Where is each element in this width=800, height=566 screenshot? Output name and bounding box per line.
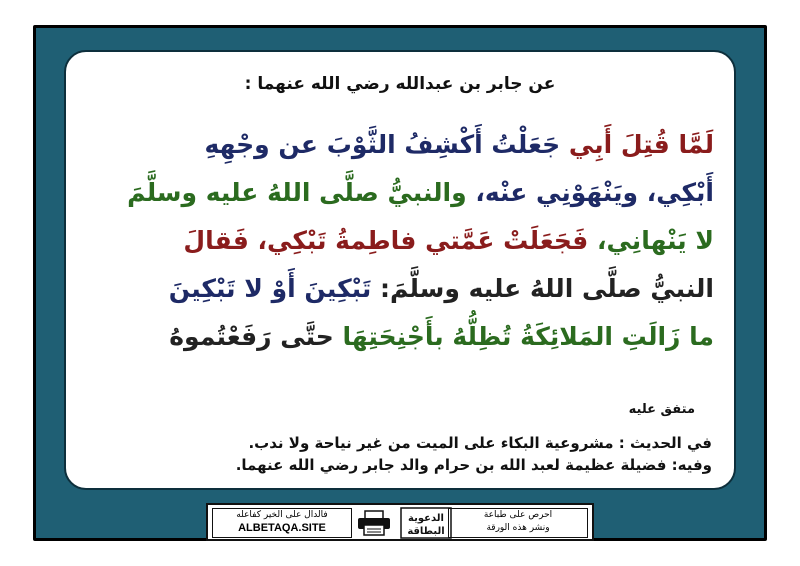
hadith-segment: ما زَالَتِ المَلائِكَةُ تُظِلُّهُ بأَجْنِحَتِهَا: [333, 322, 714, 351]
notes-block: [98, 432, 712, 482]
note-line: في الحديث : مشروعية البكاء على الميت من غير نياحة ولا ندب.: [248, 434, 712, 452]
printer-icon: [356, 510, 392, 536]
footer-print-line-1: احرص على طباعة: [483, 510, 553, 520]
footer-website-box: [212, 508, 352, 538]
hadith-line-1: [88, 125, 714, 165]
hadith-source: متفق عليه: [628, 402, 695, 417]
hadith-segment: النبيُّ صلَّى اللهُ عليه وسلَّمَ:: [371, 274, 714, 303]
hadith-segment: جَعَلْتُ أَكْشِفُ الثَّوْبَ عن وجْهِهِ: [204, 130, 561, 159]
footer-url[interactable]: ALBETAQA.SITE: [238, 522, 326, 534]
hadith-line-5: [88, 317, 714, 357]
logo-word-bottom: البطاقة: [407, 526, 445, 537]
hadith-segment: فَجَعَلَتْ عَمَّتي فاطِمةُ تَبْكِي، فَقالَ: [183, 226, 589, 255]
footer-print-line-2: ونشر هذه الورقة: [486, 523, 550, 533]
logo-word-top: الدعوية: [408, 513, 444, 524]
footer-print-box: [448, 508, 588, 538]
hadith-text: [88, 125, 714, 365]
footer-motto: فالدال على الخير كفاعله: [236, 510, 328, 520]
narrator-line: عن جابر بن عبدالله رضي الله عنهما :: [244, 74, 556, 94]
hadith-line-2: [88, 173, 714, 213]
albetaqa-logo: [400, 507, 452, 539]
hadith-segment: أَبْكِي، ويَنْهَوْنِي عنْه،: [466, 178, 714, 207]
hadith-segment: والنبيُّ صلَّى اللهُ عليه وسلَّمَ: [127, 178, 467, 207]
hadith-segment: تَبْكِينَ أَوْ لا تَبْكِينَ: [168, 274, 372, 303]
hadith-line-4: [88, 269, 714, 309]
hadith-line-3: [88, 221, 714, 261]
note-line: وفيه: فضيلة عظيمة لعبد الله بن حرام والد جابر رضي الله عنهما.: [235, 456, 712, 474]
footer-bar: [206, 503, 594, 541]
hadith-segment: لا يَنْهانِي،: [588, 226, 714, 255]
hadith-segment: لَمَّا قُتِلَ أَبِي: [560, 130, 714, 159]
hadith-segment: حتَّى رَفَعْتُموهُ: [169, 322, 334, 351]
